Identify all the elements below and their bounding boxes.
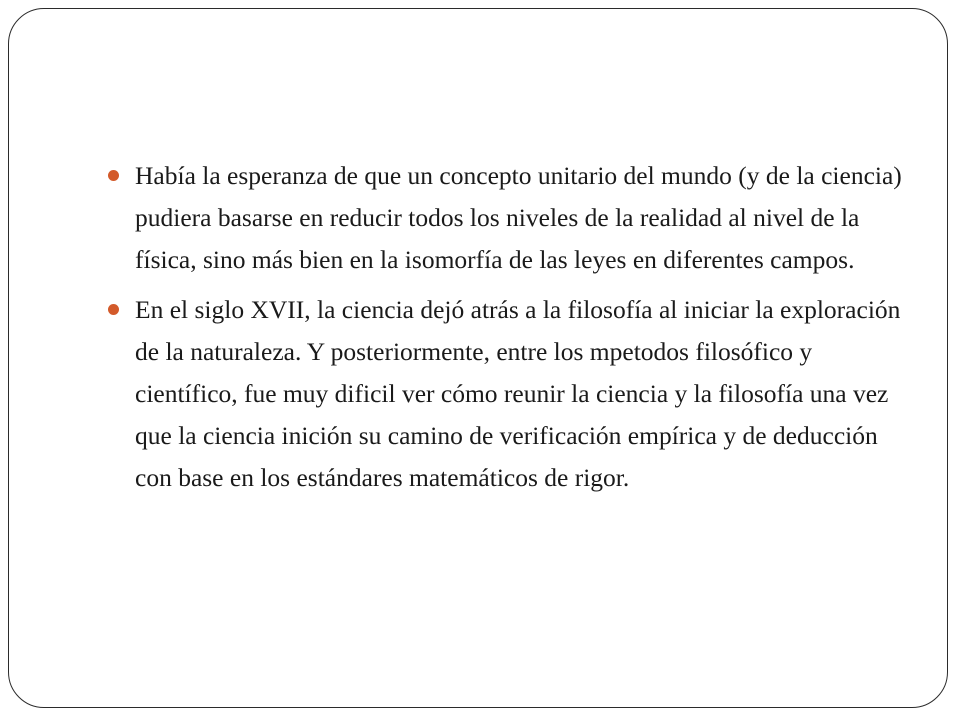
bullet-list [108, 155, 908, 507]
bullet-item [108, 289, 908, 499]
bullet-dot-icon [108, 304, 119, 315]
bullet-dot-icon [108, 170, 119, 181]
bullet-text: Había la esperanza de que un concepto unitario del mundo (y de la ciencia) pudiera basarse en reducir todos los niveles de la realidad al nivel de la física, sino más bien en la isomorfía de las leyes en diferentes campos. [135, 161, 902, 274]
bullet-text: En el siglo XVII, la ciencia dejó atrás a la filosofía al iniciar la exploración de la naturaleza. Y posteriormente, entre los mpetodos filosófico y científico, fue muy dificil ver cómo reunir la ciencia y la filosofía una vez que la ciencia inición su camino de verificación empírica y de deducción con base en los estándares matemáticos de rigor. [135, 295, 901, 492]
bullet-item [108, 155, 908, 281]
